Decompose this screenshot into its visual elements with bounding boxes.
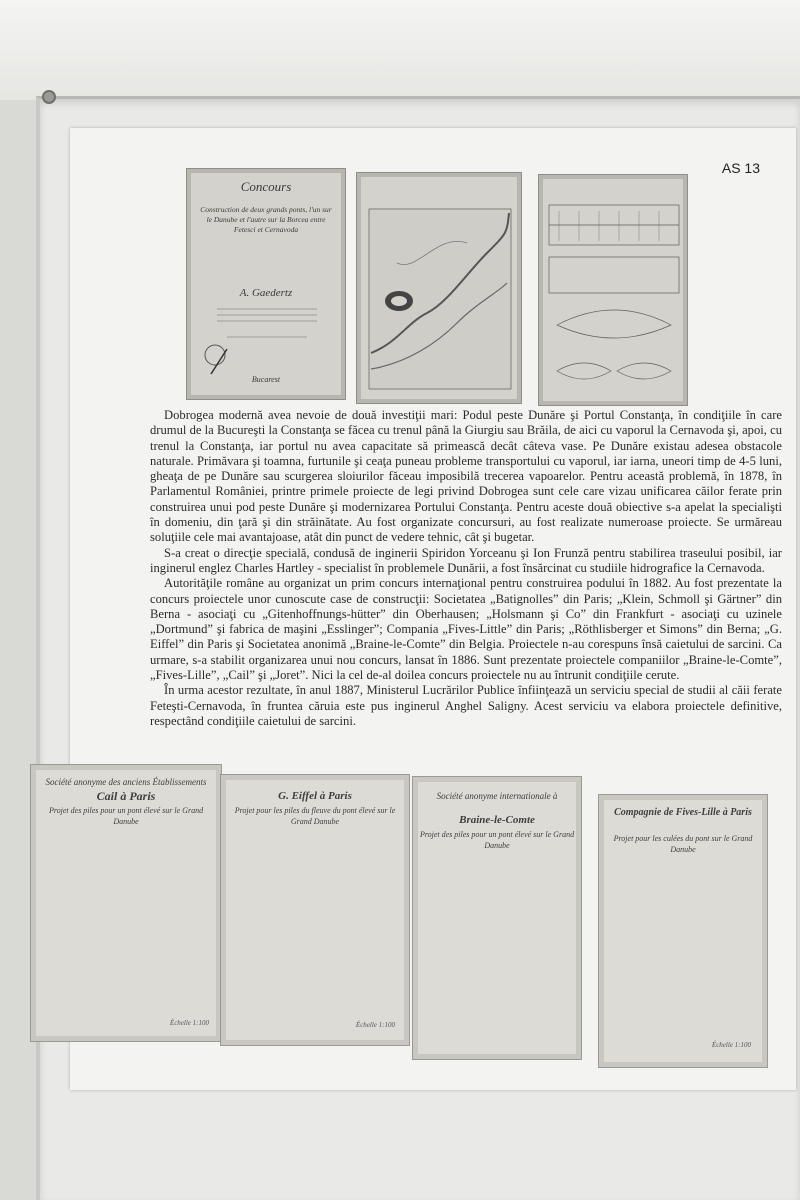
cail-title: Cail à Paris [96, 789, 156, 803]
eiffel-scale: Échelle 1:100 [355, 1021, 395, 1029]
braine-title: Braine-le-Comte [459, 814, 535, 826]
braine-le-comte-pier-drawing [412, 776, 582, 1060]
braine-subtitle: Projet des piles pour un pont élevé sur le Grand Danube [419, 830, 575, 850]
board-pin [42, 90, 56, 104]
paragraph-2: S-a creat o direcţie specială, condusă de inginerii Spiridon Yorceanu şi Ion Frunză pentru stabilirea traseului posibil, iar inginerul englez Charles Hartley - specialist în problemele Dunării, a fost însărcinat cu studiile hidrografice la Cernavoda. [150, 545, 782, 575]
cover-author: A. Gaedertz [239, 287, 293, 299]
cail-header: Société anonyme des anciens Établissements [45, 777, 207, 787]
cover-decoration [187, 169, 346, 400]
paragraph-4: În urma acestor rezultate, în anul 1887, Ministerul Lucrărilor Publice înfiinţează un serviciu special de studii al căii ferate Feteşti-Cernavoda, în fruntea căruia este pus inginerul Anghel Saligny. Acest serviciu va elabora proiectele definitive, respectând condiţiile caietului de sarcini. [150, 683, 782, 728]
contest-cover-document [186, 168, 346, 400]
cail-pier-drawing [30, 764, 222, 1042]
cover-title: Concours [240, 179, 292, 194]
fives-lille-pier-drawing [598, 794, 768, 1068]
eiffel-subtitle: Projet pour les piles du fleuve du pont élevé sur le Grand Danube [234, 806, 396, 826]
paragraph-3: Autorităţile române au organizat un prim concurs internaţional pentru construirea podului în 1882. Au fost prezentate la concurs proiectele unor cunoscute case de construcţii: Societatea „Batignolles” din Paris; „Klein, Schmoll şi Gärtner” din Berna - asociaţi cu „Gitenhoffnungs-hütter” din Oberhausen; „Holsmann şi Co” din Frankfurt - asociaţi cu uzinele „Dortmund” şi fabrica de maşini „Esslinger”; Compania „Fives-Little” din Paris; „Röthlisberger et Simons” din Berna; „G. Eiffel” din Paris şi Societatea anonimă „Braine-le-Comte” din Belgia. Proiectele n-au corespuns însă caietului de sarcini. Ca urmare, s-a stabilit organizarea unui nou concurs, lansat în 1886. Sunt prezentate proiectele companiilor „Braine-le-Comte”, „Fives-Lille”, „Cail” şi „Joret”. Nici la cel de-al doilea concurs proiectele nu au întrunit condiţiile cerute. [150, 576, 782, 683]
braine-header: Société anonyme internationale à [436, 791, 558, 801]
fives-lille-scale: Échelle 1:100 [711, 1041, 751, 1049]
eiffel-title: G. Eiffel à Paris [278, 790, 352, 802]
cover-city: Bucarest [251, 375, 281, 384]
exhibition-poster [45, 128, 796, 1090]
route-map-document [356, 172, 522, 404]
danube-route-map [357, 173, 522, 404]
wall-background [0, 0, 800, 100]
bridge-plan-drawings [539, 175, 688, 406]
fives-lille-subtitle: Projet pour les culées du pont sur le Grand Danube [613, 834, 753, 854]
cail-subtitle: Projet des piles pour un pont élevé sur le Grand Danube [48, 806, 204, 826]
poster-label: AS 13 [721, 160, 760, 176]
cail-scale: Échelle 1:100 [169, 1019, 209, 1027]
article-text [150, 408, 782, 729]
fives-lille-header: Compagnie de Fives-Lille à Paris [614, 807, 752, 818]
paragraph-1: Dobrogea modernă avea nevoie de două investiţii mari: Podul peste Dunăre şi Portul Constanţa, în condiţiile în care drumul de la Bucureşti la Constanţa se făcea cu trenul până la Giurgiu sau Brăila, de aici cu vaporul la Cernavoda şi, apoi, cu trenul la Constanţa, iar portul nu avea capacitate să primească decât câteva vase. Pe Dunăre existau adesea obstacole naturale. Primăvara şi toamna, furtunile şi ceaţa puneau probleme transportului cu vaporul, iar iarna, uneori timp de 4-5 luni, gheaţa de pe Dunăre sau scurgerea sloiurilor făceau imposibilă trecerea vapoarelor. Pentru această problemă, în 1878, în Parlamentul României, printre primele proiecte de legi privind Dobrogea sunt cele care vizau unificarea căilor ferate prin construirea unui pod peste Dunăre şi modernizarea Portului Constanţa. Pentru aceste două obiective s-a apelat la specialişti în domeniu, din ţară şi din străinătate. Au fost organizate concursuri, au fost realizate numeroase proiecte. Se urmăreau soluţiile cele mai avantajoase, atât din punct de vedere tehnic, cât şi bugetar. [150, 408, 782, 545]
eiffel-pier-drawing [220, 774, 410, 1046]
cover-subtitle: Construction de deux grands ponts, l'un sur le Danube et l'autre sur la Borcea entre Fetesci et Cernavoda [200, 205, 332, 234]
bridge-plan-document [538, 174, 688, 406]
